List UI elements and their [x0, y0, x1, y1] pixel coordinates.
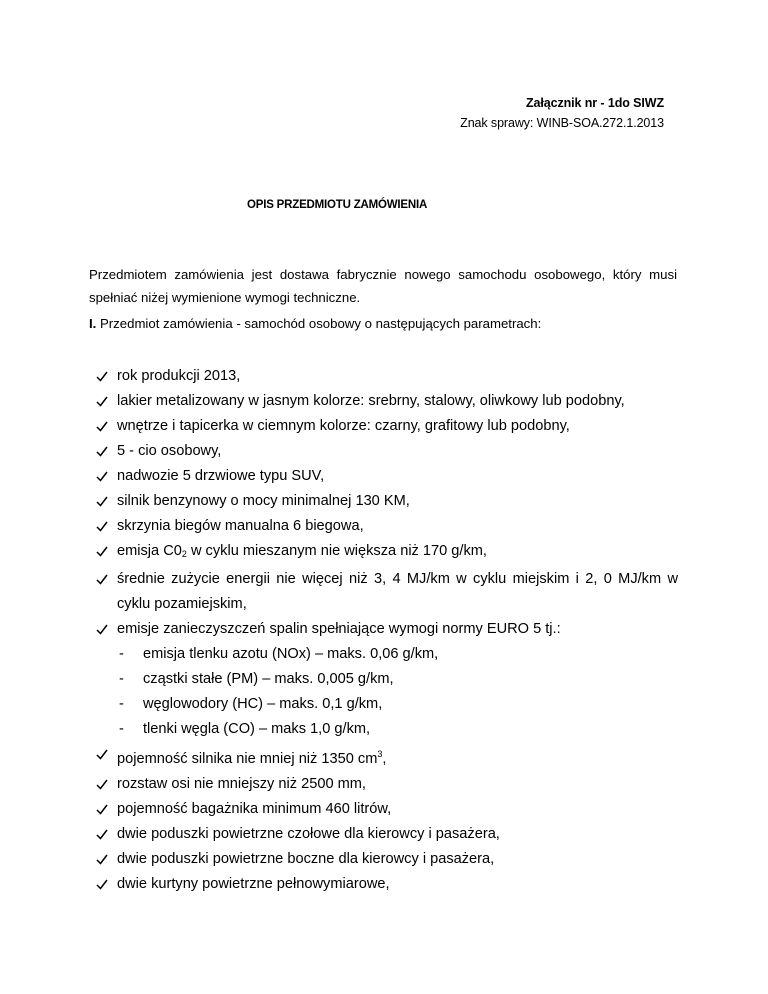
checkmark-icon	[96, 872, 110, 897]
list-item	[96, 489, 678, 514]
list-item	[96, 364, 678, 389]
sub-list-item	[96, 667, 678, 692]
checkmark-icon	[96, 567, 110, 592]
dash-bullet: -	[119, 671, 124, 687]
checkmark-icon	[96, 742, 110, 767]
co2-text-rest: w cyklu mieszanym nie większa niż 170 g/km,	[186, 543, 487, 559]
sub-list-item-text: tlenki węgla (CO) – maks 1,0 g/km,	[143, 721, 371, 737]
requirements-list	[96, 364, 678, 897]
sub-list-item	[96, 642, 678, 667]
list-item-text: emisje zanieczyszczeń spalin spełniające wymogi normy EURO 5 tj.:	[117, 621, 561, 637]
list-item-text: rok produkcji 2013,	[117, 368, 241, 384]
list-item-text: pojemność bagażnika minimum 460 litrów,	[117, 801, 392, 817]
list-item-text: średnie zużycie energii nie więcej niż 3, 4 MJ/km w cyklu miejskim i 2, 0 MJ/km w cyklu pozamiejskim,	[117, 571, 678, 612]
list-item	[96, 822, 678, 847]
dash-bullet: -	[119, 646, 124, 662]
list-item-text: dwie poduszki powietrzne boczne dla kierowcy i pasażera,	[117, 851, 495, 867]
sub-list-item-text: cząstki stałe (PM) – maks. 0,005 g/km,	[143, 671, 394, 687]
list-item-text: lakier metalizowany w jasnym kolorze: srebrny, stalowy, oliwkowy lub podobny,	[117, 393, 625, 409]
co2-subscript: 2	[181, 549, 187, 559]
checkmark-icon	[96, 389, 110, 414]
list-item	[96, 389, 678, 414]
engine-capacity-text-rest: ,	[382, 751, 387, 767]
checkmark-icon	[96, 797, 110, 822]
checkmark-icon	[96, 364, 110, 389]
sub-list-item-text: emisja tlenku azotu (NOx) – maks. 0,06 g/km,	[143, 646, 439, 662]
dash-bullet: -	[119, 696, 124, 712]
list-item	[96, 464, 678, 489]
sub-list-item	[96, 717, 678, 742]
checkmark-icon	[96, 617, 110, 642]
list-item	[96, 847, 678, 872]
list-item	[96, 617, 678, 642]
checkmark-icon	[96, 464, 110, 489]
checkmark-icon	[96, 439, 110, 464]
case-number: Znak sprawy: WINB-SOA.272.1.2013	[460, 116, 664, 130]
checkmark-icon	[96, 514, 110, 539]
co2-text: emisja C0	[117, 543, 182, 559]
list-item	[96, 439, 678, 464]
list-item-text: dwie kurtyny powietrzne pełnowymiarowe,	[117, 876, 390, 892]
checkmark-icon	[96, 489, 110, 514]
list-item	[96, 539, 678, 567]
list-item-text: rozstaw osi nie mniejszy niż 2500 mm,	[117, 776, 366, 792]
list-item	[96, 567, 678, 617]
list-item	[96, 742, 678, 772]
list-item-text: 5 - cio osobowy,	[117, 443, 222, 459]
list-item	[96, 772, 678, 797]
list-item-text: dwie poduszki powietrzne czołowe dla kierowcy i pasażera,	[117, 826, 500, 842]
dash-bullet: -	[119, 721, 124, 737]
checkmark-icon	[96, 539, 110, 564]
list-item-text: nadwozie 5 drzwiowe typu SUV,	[117, 468, 325, 484]
list-item	[96, 414, 678, 439]
checkmark-icon	[96, 847, 110, 872]
document-title: OPIS PRZEDMIOTU ZAMÓWIENIA	[247, 199, 428, 211]
checkmark-icon	[96, 772, 110, 797]
checkmark-icon	[96, 414, 110, 439]
list-item-text	[117, 543, 487, 559]
list-item-text: skrzynia biegów manualna 6 biegowa,	[117, 518, 364, 534]
section-numeral: I.	[89, 316, 97, 331]
cubic-superscript: 3	[377, 749, 383, 759]
list-item	[96, 514, 678, 539]
list-item-text: silnik benzynowy o mocy minimalnej 130 KM,	[117, 493, 410, 509]
checkmark-icon	[96, 822, 110, 847]
sub-list-item-text: węglowodory (HC) – maks. 0,1 g/km,	[143, 696, 383, 712]
sub-list-item	[96, 692, 678, 717]
list-item-text	[117, 751, 386, 767]
engine-capacity-text: pojemność silnika nie mniej niż 1350 cm	[117, 751, 378, 767]
intro-paragraph: Przedmiotem zamówienia jest dostawa fabrycznie nowego samochodu osobowego, który musi spełniać niżej wymienione wymogi techniczne.	[89, 267, 677, 305]
list-item-text: wnętrze i tapicerka w ciemnym kolorze: czarny, grafitowy lub podobny,	[117, 418, 570, 434]
section-heading	[89, 316, 541, 331]
list-item	[96, 872, 678, 897]
section-text: Przedmiot zamówienia - samochód osobowy o następujących parametrach:	[96, 316, 542, 331]
list-item	[96, 797, 678, 822]
attachment-label: Załącznik nr - 1do SIWZ	[526, 96, 664, 110]
